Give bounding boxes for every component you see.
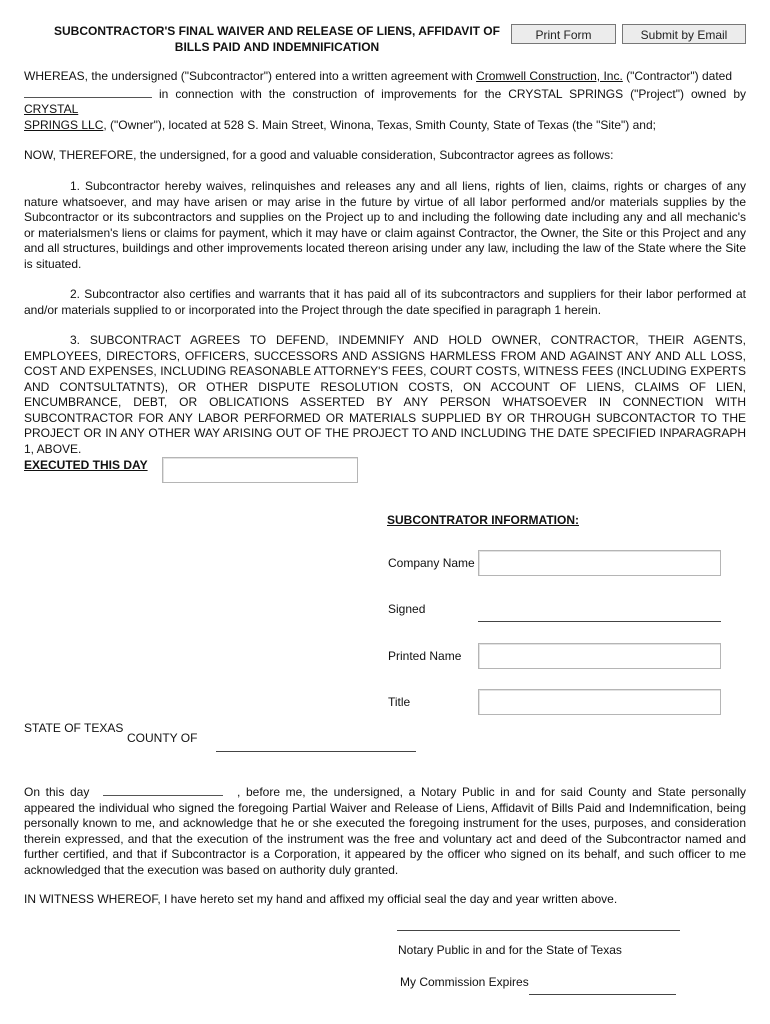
form-title-line2: BILLS PAID AND INDEMNIFICATION (174, 40, 380, 54)
contract-date-blank[interactable] (24, 85, 152, 98)
submit-by-email-button[interactable]: Submit by Email (622, 24, 746, 44)
whereas-text-4: , ("Owner"), located at 528 S. Main Street, Winona, Texas, Smith County, State of Texas (the "Site") and; (103, 117, 656, 132)
title-field[interactable] (478, 689, 721, 715)
notary-day-blank[interactable] (103, 783, 223, 796)
clause-3: 3. SUBCONTRACT AGREES TO DEFEND, INDEMNIFY AND HOLD OWNER, CONTRACTOR, THEIR AGENTS, EMPLOYEES, DIRECTORS, OFFICERS, SUCCESSORS AND ASSIGNS HARMLESS FROM AND AGAINST ANY AND ALL LOSS, COST AND EXPENSES, INCLUDING REASONABLE ATTORNEY'S FEES, COURT COSTS, WITNESS FEES (INCLUDING EXPERTS AND CONTSULTATNTS), OR OTHER DISPUTE RESOLUTION COSTS, ON ACCOUNT OF LIENS, CLAIMS OF LIEN, ENCUMBRANCE, DEBT, OR OBLICATIONS ASSERTED BY ANY PERSON WHATSOEVER IN CONNECTION WITH SUBCONTRACTOR FOR ANY LABOR PERFORMED OR MATERIALS SUPPLIED BY OR THROUGH SUBCONTACTOR TO THE PROJECT OR IN ANY OTHER WAY ARISING OUT OF THE PROJECT TO AND INCLUDING THE DATE SPECIFIED INPARAGRAPH 1, ABOVE. (24, 333, 746, 456)
now-therefore-text: NOW, THEREFORE, the undersigned, for a good and valuable consideration, Subcontractor agrees as follows: (24, 148, 614, 162)
notary-public-label: Notary Public in and for the State of Texas (398, 943, 622, 957)
notary-text-1: On this day (24, 785, 90, 799)
form-title (40, 23, 514, 55)
clause-2: 2. Subcontractor also certifies and warrants that it has paid all of its subcontractors and suppliers for their labor performed at and/or materials supplied to or incorporated into the Project through the date specified in paragraph 1 herein. (24, 287, 746, 317)
printed-name-field[interactable] (478, 643, 721, 669)
state-of-texas-label: STATE OF TEXAS (24, 721, 124, 735)
notary-signature-line[interactable] (397, 930, 680, 931)
company-name-field[interactable] (478, 550, 721, 576)
whereas-paragraph (24, 69, 746, 133)
notary-paragraph (24, 783, 746, 878)
commission-expires-line[interactable] (529, 994, 676, 995)
signature-line[interactable] (478, 621, 721, 622)
subcontractor-info-heading: SUBCONTRATOR INFORMATION: (387, 513, 579, 527)
commission-expires-label: My Commission Expires (400, 975, 529, 989)
executed-date-field[interactable] (162, 457, 358, 483)
printed-name-label: Printed Name (388, 649, 462, 663)
whereas-text-2: ("Contractor") dated (622, 69, 733, 83)
title-label: Title (388, 695, 411, 709)
whereas-text-1: WHEREAS, the undersigned ("Subcontractor") entered into a written agreement with (24, 69, 477, 83)
contractor-name: Cromwell Construction, Inc. (476, 69, 623, 83)
county-of-label: COUNTY OF (127, 731, 198, 745)
print-form-button[interactable]: Print Form (511, 24, 616, 44)
county-line[interactable] (216, 751, 416, 752)
owner-name-part2: SPRINGS LLC (24, 117, 104, 132)
signed-label: Signed (388, 602, 426, 616)
owner-name-part1: CRYSTAL (24, 102, 79, 116)
notary-text-2: , before me, the undersigned, a Notary Public in and for said County and State personally appeared the individual who signed the foregoing Partial Waiver and Release of Liens, Affidavit of Bills Paid and Indemnification, being personally known to me, and acknowledge that he or she executed the foregoing instrument for the uses, purposes, and consideration therein expressed, and that the execution of the instrument was the free and voluntary act and deed of the Subcontractor named and further certified, and that if Subcontractor is a Corporation, it appeared by the officer who signed on its behalf, and such officer to me acknowledged that the execution was based on authority duly granted. (24, 785, 746, 877)
witness-text: IN WITNESS WHEREOF, I have hereto set my hand and affixed my official seal the day and year written above. (24, 892, 618, 906)
clause-1: 1. Subcontractor hereby waives, relinquishes and releases any and all liens, rights of lien, claims, rights or charges of any nature whatsoever, and may have arisen or may arise in the future by virtue of all labor performed and/or materials supplies by the Subcontractor or its subcontractors and supplies on the Project up to and including the following date including any and all mechanic's or materialsmen's liens or claims for payment, which it may have or claim against Contractor, the Owner, the Site or this Project and any and all structures, buildings and other improvements located thereon arising under any law, including the law of the State where the Site is situated. (24, 179, 746, 271)
form-title-line1: SUBCONTRACTOR'S FINAL WAIVER AND RELEASE OF LIENS, AFFIDAVIT OF (54, 24, 500, 38)
executed-this-day-label: EXECUTED THIS DAY (24, 458, 148, 472)
whereas-text-3: in connection with the construction of improvements for the CRYSTAL SPRINGS ("Project") owned by (152, 86, 746, 101)
company-name-label: Company Name (388, 556, 475, 570)
